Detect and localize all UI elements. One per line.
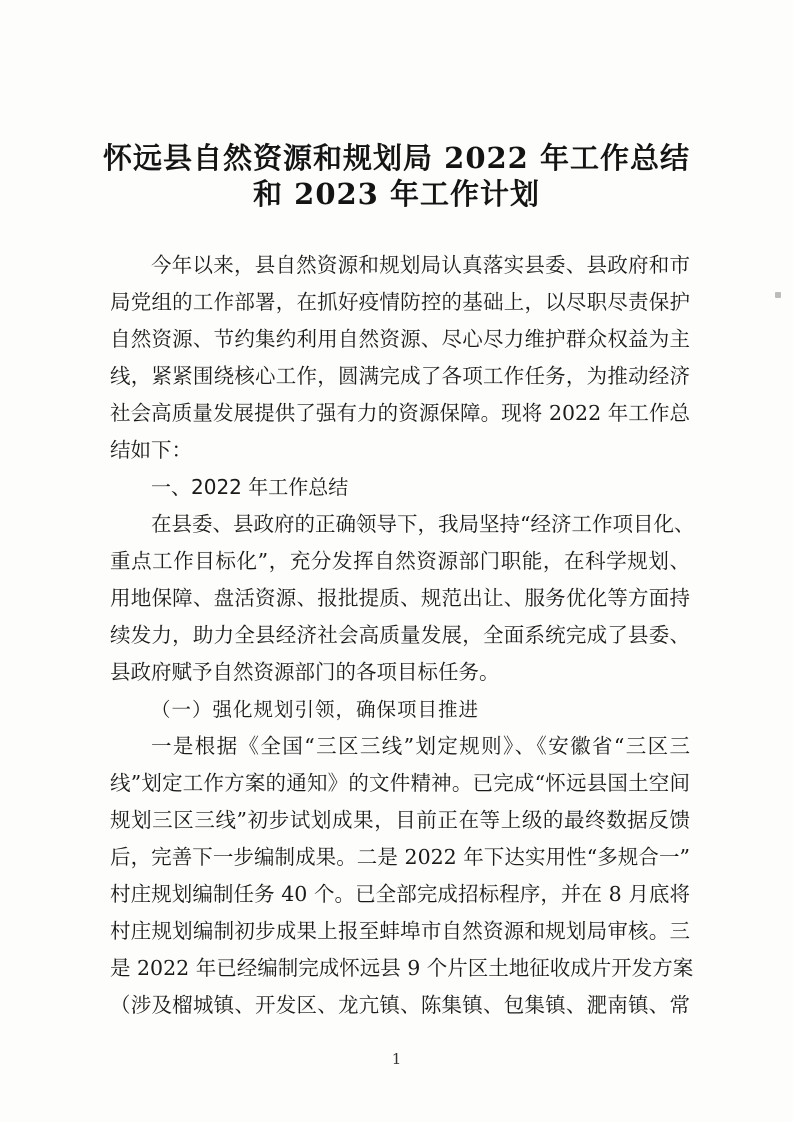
paragraph-line: 局党组的工作部署，在抓好疫情防控的基础上，以尽职尽责保护 bbox=[110, 290, 690, 314]
paragraph-line: 线，紧紧围绕核心工作，圆满完成了各项工作任务，为推动经济 bbox=[110, 364, 690, 388]
paragraph-line: 规划三区三线”初步试划成果，目前正在等上级的最终数据反馈 bbox=[110, 808, 690, 832]
paragraph-line: 是 2022 年已经编制完成怀远县 9 个片区土地征收成片开发方案 bbox=[110, 956, 694, 980]
paragraph-line: 在县委、县政府的正确领导下，我局坚持“经济工作项目化、 bbox=[151, 512, 695, 536]
paragraph-line: （涉及榴城镇、开发区、龙亢镇、陈集镇、包集镇、淝南镇、常 bbox=[110, 993, 690, 1017]
paragraph-line: 结如下： bbox=[110, 438, 192, 462]
scan-artifact bbox=[775, 292, 781, 298]
paragraph-line: 自然资源、节约集约利用自然资源、尽心尽力维护群众权益为主 bbox=[110, 327, 690, 351]
page-number: 1 bbox=[391, 1050, 402, 1068]
document-title-line-1: 怀远县自然资源和规划局 2022 年工作总结 bbox=[103, 141, 690, 175]
paragraph-line: 线”划定工作方案的通知》的文件精神。已完成“怀远县国土空间 bbox=[110, 771, 690, 795]
paragraph-line: 村庄规划编制初步成果上报至蚌埠市自然资源和规划局审核。三 bbox=[110, 919, 690, 943]
document-body bbox=[110, 247, 695, 1024]
paragraph-line: 村庄规划编制任务 40 个。已全部完成招标程序，并在 8 月底将 bbox=[110, 882, 690, 906]
paragraph-line: 重点工作目标化”，充分发挥自然资源部门职能，在科学规划、 bbox=[110, 549, 690, 573]
paragraph-line: 一是根据《全国“三区三线”划定规则》、《安徽省“三区三 bbox=[151, 734, 690, 758]
paragraph-line: 续发力，助力全县经济社会高质量发展，全面系统完成了县委、 bbox=[110, 623, 690, 647]
paragraph-line: 社会高质量发展提供了强有力的资源保障。现将 2022 年工作总 bbox=[110, 401, 690, 425]
subsection-heading: （一）强化规划引领，确保项目推进 bbox=[151, 698, 480, 721]
paragraph-line: 后，完善下一步编制成果。二是 2022 年下达实用性“多规合一” bbox=[110, 845, 690, 869]
document-title-line-2: 和 2023 年工作计划 bbox=[253, 177, 540, 211]
paragraph-line: 县政府赋予自然资源部门的各项目标任务。 bbox=[110, 660, 500, 684]
paragraph-line: 今年以来，县自然资源和规划局认真落实县委、县政府和市 bbox=[151, 253, 690, 277]
section-heading: 一、2022 年工作总结 bbox=[151, 475, 349, 499]
paragraph-line: 用地保障、盘活资源、报批提质、规范出让、服务优化等方面持 bbox=[110, 586, 690, 610]
